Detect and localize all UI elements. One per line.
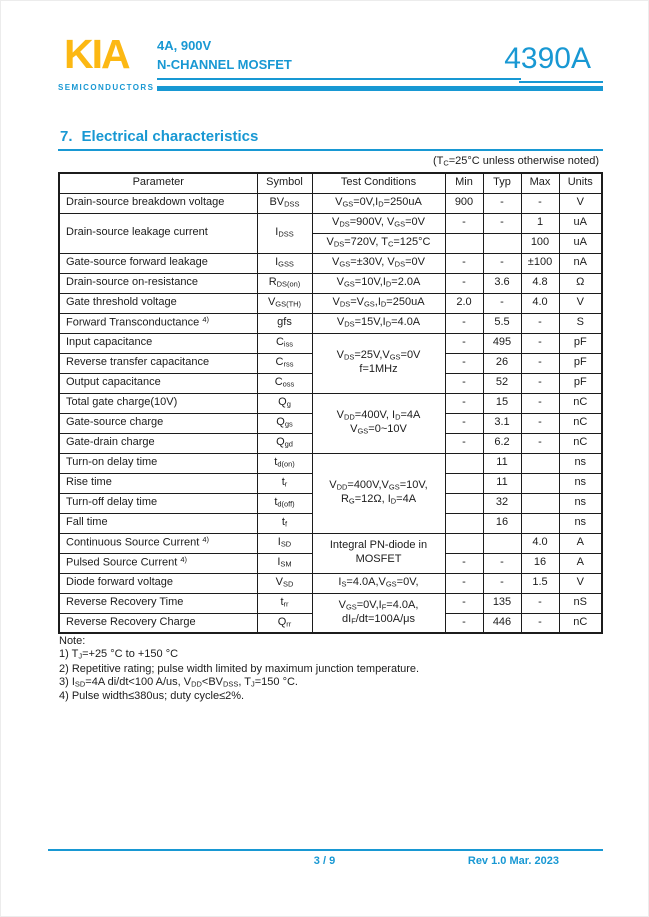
table-row xyxy=(59,213,602,233)
table-cell: $BV_{DSS}$ xyxy=(257,193,312,213)
table-cell: $I_{SM}$ xyxy=(257,553,312,573)
table-row xyxy=(59,193,602,213)
notes-title: Note: xyxy=(59,635,86,647)
table-cell: Rise time xyxy=(59,473,257,493)
table-cell xyxy=(445,493,483,513)
header-rule-thin-left xyxy=(157,78,521,80)
table-cell: - xyxy=(445,213,483,233)
table-cell: - xyxy=(521,613,559,633)
table-cell: 5.5 xyxy=(483,313,521,333)
table-cell: - xyxy=(483,213,521,233)
device-rating: 4A, 900V xyxy=(157,38,212,53)
table-row xyxy=(59,453,602,473)
table-cell: $V_{DS}=720V$, $T_C=125^\circ C$ xyxy=(312,233,445,253)
table-cell: - xyxy=(445,353,483,373)
table-cell: - xyxy=(483,553,521,573)
table-cell: 1.5 xyxy=(521,573,559,593)
table-cell: Gate-drain charge xyxy=(59,433,257,453)
table-cell: Continuous Source Current $^{4)}$ xyxy=(59,533,257,553)
table-cell xyxy=(483,533,521,553)
table-cell: 15 xyxy=(483,393,521,413)
table-cell: Fall time xyxy=(59,513,257,533)
header-rule-thin-right xyxy=(519,81,603,83)
table-cell: 3.6 xyxy=(483,273,521,293)
table-cell: $V_{DS}=25V,V_{GS}=0V$ f=1MHz xyxy=(312,333,445,393)
table-cell: - xyxy=(445,393,483,413)
table-cell: nC xyxy=(559,613,602,633)
table-cell: - xyxy=(445,313,483,333)
column-header: Symbol xyxy=(257,173,312,193)
table-cell: ns xyxy=(559,493,602,513)
table-cell: 2.0 xyxy=(445,293,483,313)
table-cell: - xyxy=(521,433,559,453)
table-cell: 26 xyxy=(483,353,521,373)
table-cell: S xyxy=(559,313,602,333)
electrical-characteristics-table xyxy=(58,172,603,634)
table-cell: $V_{DS}=900V$, $V_{GS}=0V$ xyxy=(312,213,445,233)
table-cell: $V_{GS}=10V,I_D=2.0A$ xyxy=(312,273,445,293)
notes xyxy=(59,635,419,703)
table-row xyxy=(59,273,602,293)
table-cell: Diode forward voltage xyxy=(59,573,257,593)
table-cell: Forward Transconductance $^{4)}$ xyxy=(59,313,257,333)
table-cell: uA xyxy=(559,213,602,233)
table-cell: - xyxy=(445,253,483,273)
table-cell: 100 xyxy=(521,233,559,253)
table-header-row xyxy=(59,173,602,193)
table-cell: $V_{DD}=400V,V_{GS}=10V$, $R_G=12\Omega$, $I_D=4A$ xyxy=(312,453,445,533)
table-cell: 4.8 xyxy=(521,273,559,293)
table-cell: Drain-source breakdown voltage xyxy=(59,193,257,213)
table-cell: - xyxy=(521,393,559,413)
table-cell: - xyxy=(445,593,483,613)
table-cell: 135 xyxy=(483,593,521,613)
section-number: 7. xyxy=(60,128,73,145)
kia-logo: KIA xyxy=(64,31,129,77)
table-cell: $V_{GS(TH)}$ xyxy=(257,293,312,313)
table-cell: - xyxy=(521,333,559,353)
table-cell xyxy=(521,493,559,513)
table-cell: $C_{rss}$ xyxy=(257,353,312,373)
notes-lines xyxy=(59,648,419,703)
table-cell: Drain-source leakage current xyxy=(59,213,257,253)
column-header: Test Conditions xyxy=(312,173,445,193)
note-line: 2) Repetitive rating; pulse width limited by maximum junction temperature. xyxy=(59,662,420,675)
table-row xyxy=(59,253,602,273)
table-cell: Reverse Recovery Time xyxy=(59,593,257,613)
table-cell: pF xyxy=(559,373,602,393)
table-cell: $V_{SD}$ xyxy=(257,573,312,593)
table-cell: $t_{d(off)}$ xyxy=(257,493,312,513)
table-cell: - xyxy=(483,253,521,273)
table-cell: Output capacitance xyxy=(59,373,257,393)
table-cell: - xyxy=(521,353,559,373)
table-row xyxy=(59,313,602,333)
table-cell: A xyxy=(559,553,602,573)
table-cell: gfs xyxy=(257,313,312,333)
table-cell: $R_{DS(on)}$ xyxy=(257,273,312,293)
table-cell: $Q_g$ xyxy=(257,393,312,413)
table-cell: $I_{GSS}$ xyxy=(257,253,312,273)
header-rule-thick xyxy=(157,86,603,91)
table-cell: 4.0 xyxy=(521,293,559,313)
table-cell: Gate threshold voltage xyxy=(59,293,257,313)
revision-label: Rev 1.0 Mar. 2023 xyxy=(467,855,559,867)
table-cell: Drain-source on-resistance xyxy=(59,273,257,293)
table-cell: Gate-source forward leakage xyxy=(59,253,257,273)
table-body xyxy=(59,193,602,633)
table-cell: $t_f$ xyxy=(257,513,312,533)
table-cell xyxy=(483,233,521,253)
table-cell: 11 xyxy=(483,453,521,473)
table-cell: $V_{GS}=0V,I_D=250uA$ xyxy=(312,193,445,213)
section-title-underline xyxy=(58,149,603,151)
table-cell: V xyxy=(559,193,602,213)
table-cell: - xyxy=(521,193,559,213)
column-header: Min xyxy=(445,173,483,193)
table-cell: ns xyxy=(559,453,602,473)
table-cell xyxy=(445,453,483,473)
table-cell: 6.2 xyxy=(483,433,521,453)
table-cell: Reverse Recovery Charge xyxy=(59,613,257,633)
table-cell: nC xyxy=(559,433,602,453)
section-title xyxy=(60,128,258,145)
table-cell: Total gate charge(10V) xyxy=(59,393,257,413)
table-cell: 16 xyxy=(483,513,521,533)
table-cell: 4.0 xyxy=(521,533,559,553)
table-cell xyxy=(445,513,483,533)
table-cell: $C_{iss}$ xyxy=(257,333,312,353)
table-cell: Pulsed Source Current $^{4)}$ xyxy=(59,553,257,573)
column-header: Typ xyxy=(483,173,521,193)
section-title-text: Electrical characteristics xyxy=(81,128,259,145)
note-line: 4) Pulse width≤380us; duty cycle≤2%. xyxy=(59,690,245,703)
table-cell: 495 xyxy=(483,333,521,353)
part-number: 4390A xyxy=(504,42,591,75)
table-cell xyxy=(521,473,559,493)
table-cell: $t_{rr}$ xyxy=(257,593,312,613)
table-cell: - xyxy=(483,573,521,593)
device-type: N-CHANNEL MOSFET xyxy=(157,57,292,72)
page-indicator: 3 / 9 xyxy=(313,855,336,867)
table-cell: 11 xyxy=(483,473,521,493)
table-cell: Reverse transfer capacitance xyxy=(59,353,257,373)
table-cell: ns xyxy=(559,513,602,533)
table-cell: $V_{GS}=\pm 30V$, $V_{DS}=0V$ xyxy=(312,253,445,273)
table-cell: $V_{DS}=15V,I_D=4.0A$ xyxy=(312,313,445,333)
table-cell xyxy=(445,473,483,493)
table-cell: - xyxy=(521,313,559,333)
table-cell: $C_{oss}$ xyxy=(257,373,312,393)
table-cell: - xyxy=(521,373,559,393)
table-cell: $V_{GS}=0V,I_F=4.0A$, $dI_F/dt=100A/\mu s$ xyxy=(312,593,445,633)
table-cell: ±100 xyxy=(521,253,559,273)
table-cell: - xyxy=(445,373,483,393)
table-cell: - xyxy=(445,553,483,573)
table-cell: - xyxy=(445,413,483,433)
table-cell: 16 xyxy=(521,553,559,573)
table-cell: - xyxy=(483,193,521,213)
table-row xyxy=(59,393,602,413)
table-cell: V xyxy=(559,573,602,593)
table-cell: A xyxy=(559,533,602,553)
table-cell: V xyxy=(559,293,602,313)
table-cell: 900 xyxy=(445,193,483,213)
table-cell: Turn-off delay time xyxy=(59,493,257,513)
table-cell: $t_{d(on)}$ xyxy=(257,453,312,473)
table-cell: 52 xyxy=(483,373,521,393)
table-cell: Input capacitance xyxy=(59,333,257,353)
table-cell xyxy=(445,533,483,553)
table-cell: $Q_{gd}$ xyxy=(257,433,312,453)
table-row xyxy=(59,333,602,353)
table-cell: pF xyxy=(559,333,602,353)
column-header: Parameter xyxy=(59,173,257,193)
table-row xyxy=(59,573,602,593)
table-row xyxy=(59,293,602,313)
column-header: Units xyxy=(559,173,602,193)
table-cell: $V_{DS}=V_{GS},I_D=250uA$ xyxy=(312,293,445,313)
table-cell: ns xyxy=(559,473,602,493)
logo-subtext: SEMICONDUCTORS xyxy=(58,83,155,92)
table-cell: $Q_{gs}$ xyxy=(257,413,312,433)
test-condition-note: ($T_C=25^\circ C$ unless otherwise noted) xyxy=(432,155,599,168)
table-cell: - xyxy=(521,593,559,613)
table-cell: 446 xyxy=(483,613,521,633)
table-cell: $I_{SD}$ xyxy=(257,533,312,553)
table-cell: - xyxy=(445,333,483,353)
table-cell: - xyxy=(445,573,483,593)
table-cell: nC xyxy=(559,413,602,433)
table-cell: uA xyxy=(559,233,602,253)
table-cell: - xyxy=(521,413,559,433)
table-cell: $I_S=4.0A,V_{GS}=0V$, xyxy=(312,573,445,593)
table-cell: $t_r$ xyxy=(257,473,312,493)
table-cell xyxy=(521,513,559,533)
table-cell: $I_{DSS}$ xyxy=(257,213,312,253)
table-cell: $Q_{rr}$ xyxy=(257,613,312,633)
note-line: 1) $T_J=+25$ °C to +150 °C xyxy=(59,648,179,661)
footer-rule xyxy=(48,849,603,851)
table-cell: nC xyxy=(559,393,602,413)
table-cell: pF xyxy=(559,353,602,373)
table-cell: - xyxy=(445,613,483,633)
table-cell: 32 xyxy=(483,493,521,513)
table-cell xyxy=(445,233,483,253)
note-line: 3) $I_{SD}=4A$ di/dt<100 A/us, $V_{DD}<BV_{DSS}$, $T_J=150$ °C. xyxy=(59,675,298,689)
table-row xyxy=(59,533,602,553)
column-header: Max xyxy=(521,173,559,193)
table-cell: Turn-on delay time xyxy=(59,453,257,473)
table-cell: nA xyxy=(559,253,602,273)
table-cell: - xyxy=(445,273,483,293)
table-cell: Gate-source charge xyxy=(59,413,257,433)
table-row xyxy=(59,593,602,613)
table-cell: Ω xyxy=(559,273,602,293)
table-cell xyxy=(521,453,559,473)
table-cell: Integral PN-diode in MOSFET xyxy=(312,533,445,573)
table-cell: - xyxy=(483,293,521,313)
table-cell: 3.1 xyxy=(483,413,521,433)
table-cell: - xyxy=(445,433,483,453)
table-cell: 1 xyxy=(521,213,559,233)
table-cell: nS xyxy=(559,593,602,613)
table-cell: $V_{DD}=400V$, $I_D=4A$ $V_{GS}=0\sim 10V$ xyxy=(312,393,445,453)
